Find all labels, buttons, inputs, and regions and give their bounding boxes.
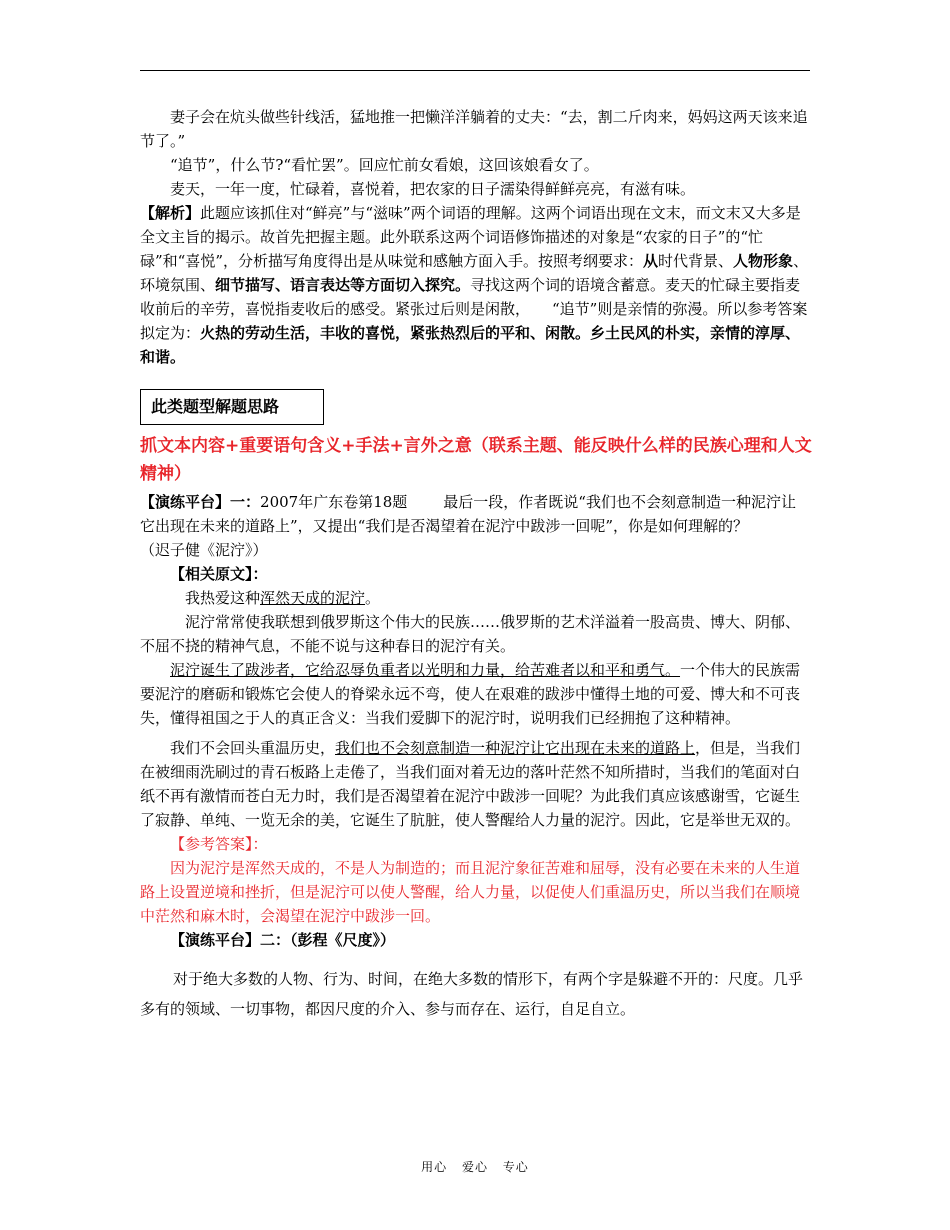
practice-1-label: 【演练平台】 xyxy=(140,493,231,511)
method-box-title: 此类题型解题思路 xyxy=(140,389,324,425)
analysis-bold-2: 人物形象 xyxy=(733,252,794,270)
answer-label: 【参考答案】： xyxy=(170,835,268,853)
passage-2-paragraph: 对于绝大多数的人物、行为、时间，在绝大多数的情形下，有两个字是躲避不开的：尺度。几乎多有的领域、一切事物，都因尺度的介入、参与而存在、运行，自足自立。 xyxy=(140,970,804,1018)
analysis-label: 【解析】 xyxy=(140,204,201,222)
analysis-answer: 火热的劳动生活，丰收的喜悦，紧张热烈后的平和、闲散。乡土民风的朴实，亲情的淳厚、和谐。 xyxy=(140,324,801,366)
related-p1-text: 我热爱这种 xyxy=(185,589,261,607)
intro-paragraph-2: “追节”，什么节?“看忙罢”。回应忙前女看娘，这回该娘看女了。 xyxy=(170,156,599,174)
analysis-text-2: 时代背景、 xyxy=(658,252,734,270)
practice-1-text: 最后一段，作者既说“我们也不会刻意制造一种泥泞让它出现在未来的道路上”，又提出“我们是否渴望着在泥泞中跋涉一回呢”，你是如何理解的？ xyxy=(140,493,796,535)
intro-section xyxy=(140,105,810,369)
related-p4-text: 我们不会回头重温历史， xyxy=(170,739,336,757)
related-text-label: 【相关原文】： xyxy=(170,565,268,583)
intro-paragraph-1: 妻子会在炕头做些针线活，猛地推一把懒洋洋躺着的丈夫：“去，割二斤肉来，妈妈这两天该来追节了。” xyxy=(140,108,808,150)
related-p1-underlined: 浑然天成的泥泞 xyxy=(260,589,366,607)
analysis-paragraph xyxy=(140,201,810,369)
related-p1-end: 。 xyxy=(365,589,381,607)
related-p3-underlined: 泥泞诞生了跋涉者，它给忍辱负重者以光明和力量，给苦难者以和平和勇气。 xyxy=(170,661,681,679)
analysis-bold-1: 从 xyxy=(643,252,659,270)
related-p4-rest: ，但是，当我们在被细雨洗刷过的青石板路上走倦了，当我们面对着无边的落叶茫然不知所措时，当我们的笔面对白纸不再有激情而苍白无力时，我们是否渴望着在泥泞中跋涉一回呢？为此我们真应该感谢雪，它诞生了寂静、单纯、一览无余的美，它诞生了肮脏，使人警醒给人力量的泥泞。因此，它是举世无双的。 xyxy=(140,739,801,829)
related-p4-underlined: 我们也不会刻意制造一种泥泞让它出现在未来的道路上 xyxy=(335,739,696,757)
practice-1-number: 一： xyxy=(230,493,261,511)
answer-text: 因为泥泞是浑然天成的，不是人为制造的；而且泥泞象征苦难和屈辱，没有必要在未来的人生道路上设置逆境和挫折，但是泥泞可以使人警醒，给人力量，以促使人们重温历史，所以当我们在顺境中茫然和麻木时，会渴望在泥泞中跋涉一回。 xyxy=(140,859,801,925)
practice-1-question xyxy=(140,490,810,562)
analysis-text-5: “追节”则是亲情的弥漫。所以参考答案拟定为： xyxy=(140,300,808,342)
analysis-bold-3: 细节描写、语言表达等方面切入探究。 xyxy=(215,276,471,294)
practice-1-source: 2007年广东卷第18题 xyxy=(260,493,408,511)
method-summary: 抓文本内容+重要语句含义+手法+言外之意（联系主题、能反映什么样的民族心理和人文精神） xyxy=(140,436,812,484)
page-footer: 用心 爱心 专心 xyxy=(421,1160,529,1174)
related-paragraph-2: 泥泞常常使我联想到俄罗斯这个伟大的民族……俄罗斯的艺术洋溢着一股高贵、博大、阴郁、不屈不挠的精神气息，不能不说与这种春日的泥泞有关。 xyxy=(140,613,801,655)
analysis-text-3: 、环境氛围、 xyxy=(140,252,809,294)
analysis-text-4: 寻找这两个词的语境含蓄意。麦天的忙碌主要指麦收前后的辛劳，喜悦指麦收后的感受。紧张过后则是闲散， xyxy=(140,276,801,318)
header-rule xyxy=(140,70,810,71)
related-paragraph-3 xyxy=(140,658,810,730)
practice-section xyxy=(140,490,810,1024)
intro-paragraph-3: 麦天，一年一度，忙碌着，喜悦着，把农家的日子濡染得鲜鲜亮亮，有滋有味。 xyxy=(170,180,696,198)
related-paragraph-1 xyxy=(140,586,810,610)
related-paragraph-4 xyxy=(140,736,810,832)
practice-2-label: 【演练平台】二：（彭程《尺度》） xyxy=(170,931,396,949)
practice-1-author: （迟子健《泥泞》） xyxy=(140,541,268,559)
analysis-text-1: 此题应该抓住对“鲜亮”与“滋味”两个词语的理解。这两个词语出现在文末，而文末又大多是全文主旨的揭示。故首先把握主题。此外联系这两个词语修饰描述的对象是“农家的日子”的“忙碌”和“喜悦”，分析描写角度得出是从味觉和感触方面入手。按照考纲要求： xyxy=(140,204,801,270)
related-p3-text: 一个伟大的民族需要泥泞的磨砺和锻炼它会使人的脊梁永远不弯，使人在艰难的跋涉中懂得土地的可爱、博大和不可丧失，懂得祖国之于人的真正含义：当我们爱脚下的泥泞时，说明我们已经拥抱了这种精神。 xyxy=(140,661,801,727)
